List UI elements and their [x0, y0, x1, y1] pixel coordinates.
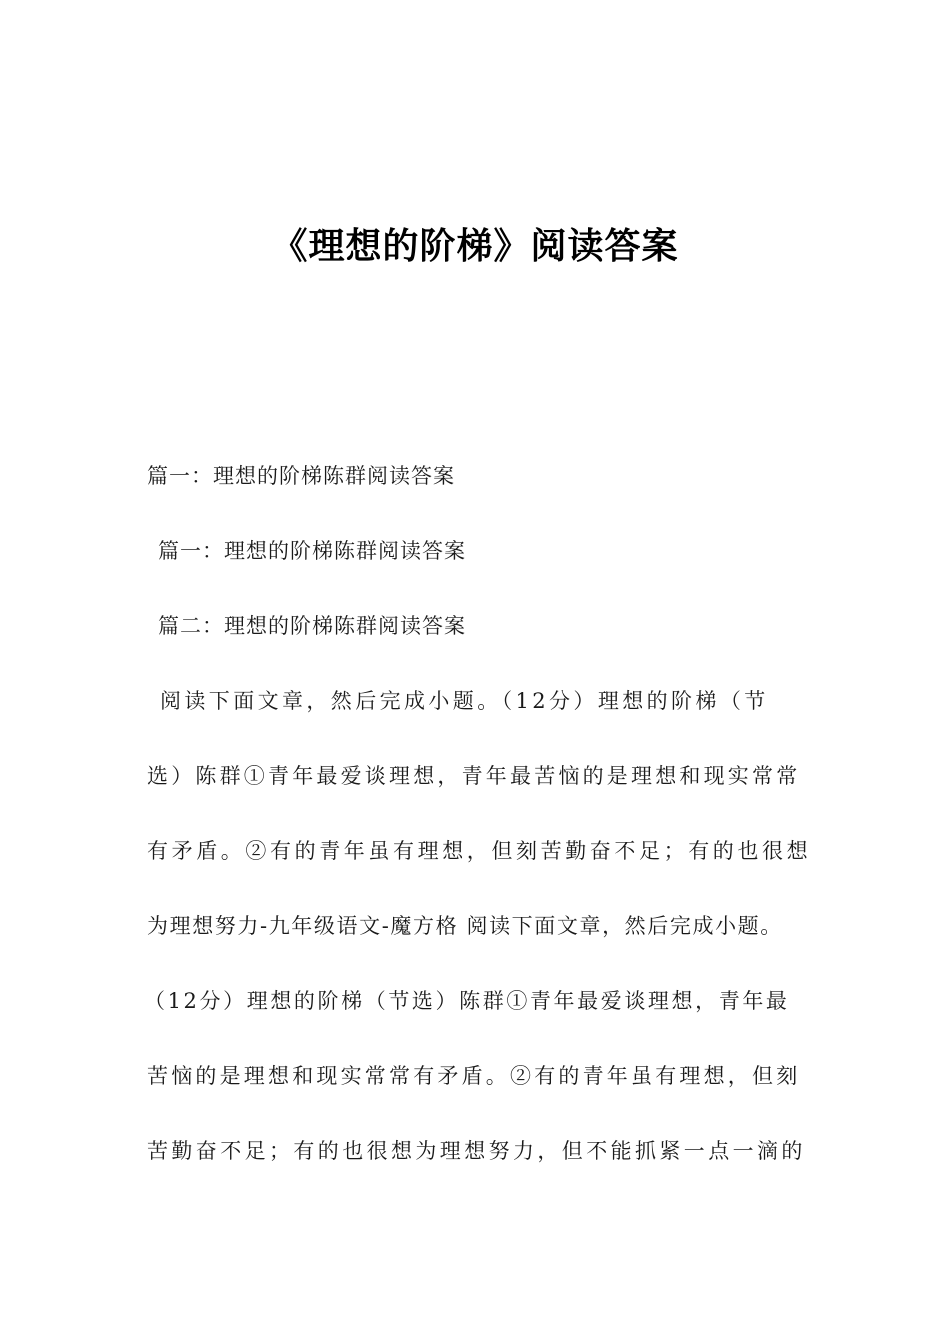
text-line: 篇一：理想的阶梯陈群阅读答案 — [147, 464, 455, 488]
text-line: 阅读下面文章，然后完成小题。（12分）理想的阶梯（节 — [160, 689, 769, 713]
text-line: 苦勤奋不足；有的也很想为理想努力，但不能抓紧一点一滴的 — [147, 1139, 806, 1163]
text-line: 篇一：理想的阶梯陈群阅读答案 — [158, 539, 466, 563]
text-line: 有矛盾。②有的青年虽有理想，但刻苦勤奋不足；有的也很想 — [147, 839, 812, 863]
text-line: 为理想努力-九年级语文-魔方格 阅读下面文章，然后完成小题。 — [147, 914, 783, 938]
text-line: （12分）理想的阶梯（节选）陈群①青年最爱谈理想，青年最 — [144, 989, 790, 1013]
document-title: 《理想的阶梯》阅读答案 — [271, 226, 679, 267]
text-line: 选）陈群①青年最爱谈理想，青年最苦恼的是理想和现实常常 — [147, 764, 801, 788]
text-line: 篇二：理想的阶梯陈群阅读答案 — [158, 614, 466, 638]
text-line: 苦恼的是理想和现实常常有矛盾。②有的青年虽有理想，但刻 — [147, 1064, 801, 1088]
